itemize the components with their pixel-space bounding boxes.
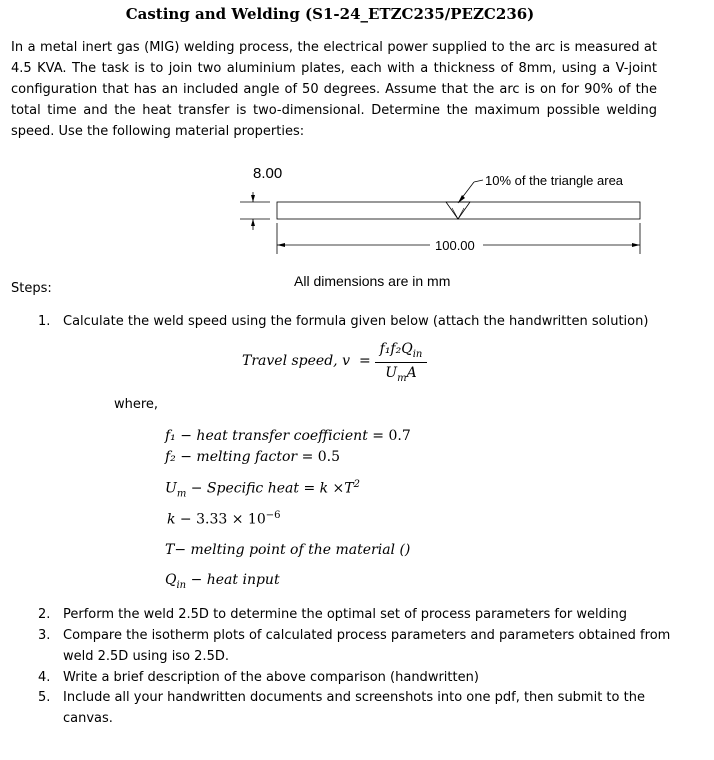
plate-outline [277,202,640,219]
step-5-text: Include all your handwritten documents and screenshots into one pdf, then submit to the canvas. [63,690,645,726]
length-arrow-left [277,243,285,247]
definition-t: T− melting point of the material () [165,542,411,558]
step-3-number: 3. [38,628,51,643]
length-arrow-right [632,243,640,247]
step-2 [38,604,627,625]
thickness-label: 8.00 [253,165,283,182]
definition-k: $k - 3.33 \times 10^{-6}$ [167,510,281,528]
where-label: where, [114,397,159,412]
step-4 [38,667,479,688]
definition-qin: $Q_{in}$ − heat input [165,572,280,591]
length-label: 100.00 [435,238,475,253]
formula-fraction [375,341,427,384]
definition-um: $U_m$ − Specific heat = $k \times T^2$ [165,479,360,500]
units-note: All dimensions are in mm [294,273,451,289]
definition-f2: f₂ − melting factor = 0.5 [165,449,341,465]
step-5-number: 5. [38,690,51,705]
step-2-number: 2. [38,607,51,622]
problem-statement: In a metal inert gas (MIG) welding process, the electrical power supplied to the arc is measured at 4.5 KVA. The task is to join two aluminium plates, each with a thickness of 8mm, using a V-joint configuration that has an included angle of 50 degrees. Assume that the arc is on for 90% of the total time and the heat transfer is two-dimensional. Determine the maximum possible welding speed. Use the following material properties: [11,40,657,139]
thickness-arrow-bottom [251,219,255,226]
document-title: Casting and Welding (S1-24_ETZC235/PEZC236) [125,5,535,23]
formula-denominator: $U_mA$ [385,364,417,384]
step-1-number: 1. [38,314,51,329]
plate-drawing [0,150,714,290]
triangle-note: 10% of the triangle area [485,173,624,188]
thickness-arrow-top [251,195,255,202]
step-5 [38,687,645,729]
step-2-text: Perform the weld 2.5D to determine the optimal set of process parameters for welding [63,607,628,622]
definition-f1: f₁ − heat transfer coefficient = 0.7 [165,428,411,444]
step-3-text: Compare the isotherm plots of calculated process parameters and parameters obtained from weld 2.5D using iso 2.5D. [63,628,671,664]
step-4-text: Write a brief description of the above comparison (handwritten) [63,670,479,685]
triangle-leader-tail [474,180,483,182]
step-1 [38,311,648,332]
v-joint-inner-right [458,208,464,219]
formula-equals: = [359,353,371,369]
formula-lhs: Travel speed, v [242,353,350,369]
step-1-text: Calculate the weld speed using the formula given below (attach the handwritten solution) [63,314,649,329]
step-4-number: 4. [38,670,51,685]
v-joint-triangle [446,202,470,219]
v-joint-inner-left [452,208,458,219]
step-3 [38,625,670,667]
formula-numerator: $f_1f_2Q_{in}$ [379,341,423,360]
steps-label: Steps: [11,281,52,296]
